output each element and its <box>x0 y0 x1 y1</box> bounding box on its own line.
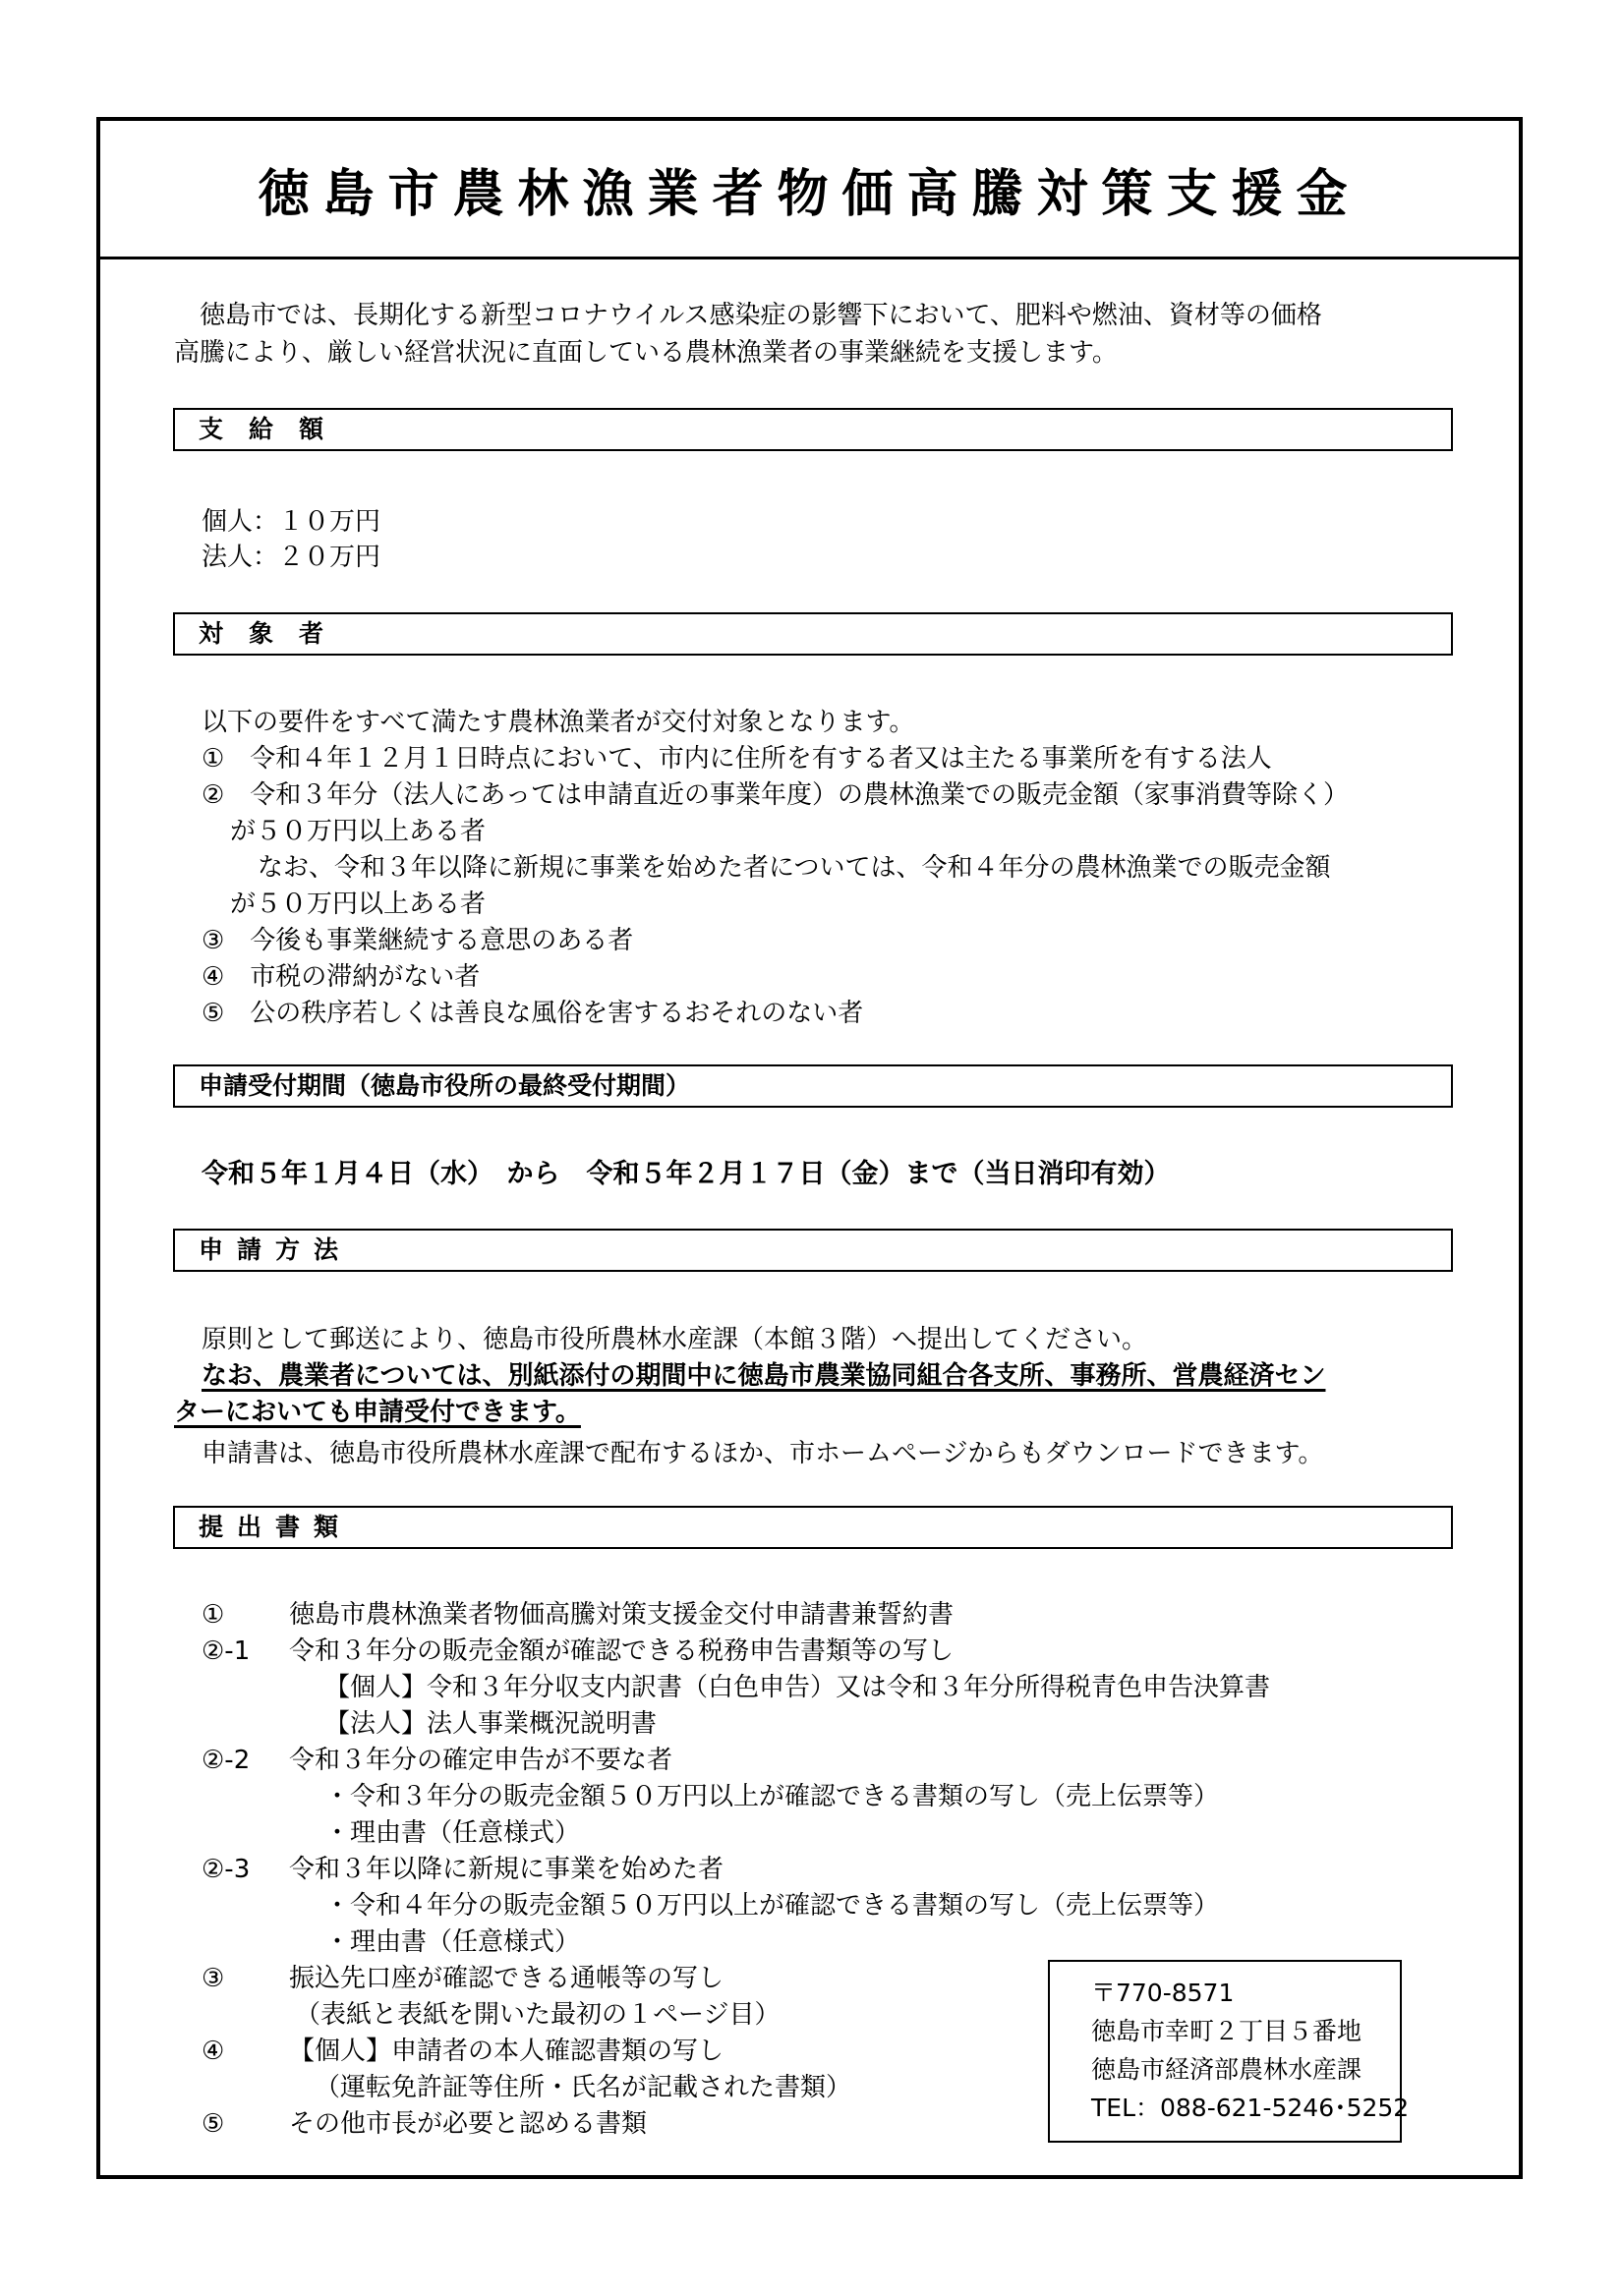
amount-individual: 個人：１０万円 <box>202 507 381 537</box>
department: 徳島市経済部農林水産課 <box>1091 2055 1362 2084</box>
period-dates: 令和５年１月４日（水） から 令和５年２月１７日（金）まで（当日消印有効） <box>202 1159 1171 1189</box>
doc-text: 【個人】令和３年分収支内訳書（白色申告）又は令和３年分所得税青色申告決算書 <box>324 1673 1271 1702</box>
amount-corporation: 法人：２０万円 <box>202 543 381 572</box>
doc-number: ⑤ <box>202 2109 225 2139</box>
method-note-underlined: ターにおいても申請受付できます。 <box>174 1398 581 1427</box>
page-title: 徳島市農林漁業者物価高騰対策支援金 <box>258 163 1361 224</box>
doc-text: ・令和３年分の販売金額５０万円以上が確認できる書類の写し（売上伝票等） <box>324 1782 1220 1811</box>
eligible-line: ③ 今後も事業継続する意思のある者 <box>202 926 634 955</box>
doc-number: ④ <box>202 2037 225 2066</box>
eligible-line: ④ 市税の滞納がない者 <box>202 962 481 992</box>
doc-text: 振込先口座が確認できる通帳等の写し <box>289 1964 724 1993</box>
doc-number: ③ <box>202 1964 225 1993</box>
section-header-eligible: 対象者 <box>173 612 1453 656</box>
doc-text: 令和３年以降に新規に事業を始めた者 <box>289 1855 724 1884</box>
contact-address-box <box>1048 1960 1410 2143</box>
eligible-line: なお、令和３年以降に新規に事業を始めた者については、令和４年分の農林漁業での販売金額 <box>258 853 1331 883</box>
eligible-line: ② 令和３年分（法人にあっては申請直近の事業年度）の農林漁業での販売金額（家事消費等除く） <box>202 780 1350 810</box>
intro-line-2: 高騰により、厳しい経営状況に直面している農林漁業者の事業継続を支援します。 <box>174 338 1118 368</box>
section-header-amount: 支給額 <box>173 408 1453 451</box>
doc-text: 【個人】申請者の本人確認書類の写し <box>289 2037 724 2066</box>
doc-number: ① <box>202 1600 225 1630</box>
doc-text: （表紙と表紙を開いた最初の１ページ目） <box>295 2000 781 2030</box>
doc-text: 【法人】法人事業概況説明書 <box>324 1709 658 1739</box>
street-address: 徳島市幸町２丁目５番地 <box>1091 2017 1362 2045</box>
doc-text: 徳島市農林漁業者物価高騰対策支援金交付申請書兼誓約書 <box>289 1600 955 1630</box>
doc-text: ・令和４年分の販売金額５０万円以上が確認できる書類の写し（売上伝票等） <box>324 1891 1220 1921</box>
title-box <box>100 121 1519 259</box>
method-line: 申請書は、徳島市役所農林水産課で配布するほか、市ホームページからもダウンロードできます。 <box>202 1439 1324 1468</box>
doc-text: （運転免許証等住所・氏名が記載された書類） <box>315 2073 852 2102</box>
eligible-line: が５０万円以上ある者 <box>230 890 487 919</box>
doc-number: ②-1 <box>202 1636 251 1666</box>
intro-line-1: 徳島市では、長期化する新型コロナウイルス感染症の影響下において、肥料や燃油、資材等の価格 <box>174 301 1322 330</box>
doc-text: その他市長が必要と認める書類 <box>289 2109 648 2139</box>
doc-text: 令和３年分の販売金額が確認できる税務申告書類等の写し <box>289 1636 955 1666</box>
method-line: 原則として郵送により、徳島市役所農林水産課（本館３階）へ提出してください。 <box>202 1325 1148 1354</box>
eligible-line: ⑤ 公の秩序若しくは善良な風俗を害するおそれのない者 <box>202 999 864 1028</box>
postal-code: 〒770-8571 <box>1091 1979 1235 2007</box>
doc-number: ②-3 <box>202 1855 251 1884</box>
section-header-method: 申請方法 <box>173 1229 1453 1272</box>
method-note-underlined: なお、農業者については、別紙添付の期間中に徳島市農業協同組合各支所、事務所、営農経済セン <box>202 1361 1326 1391</box>
section-header-documents: 提出書類 <box>173 1506 1453 1549</box>
doc-text: 令和３年分の確定申告が不要な者 <box>289 1746 673 1775</box>
eligible-line: が５０万円以上ある者 <box>230 817 487 846</box>
doc-text: ・理由書（任意様式） <box>324 1927 581 1957</box>
doc-text: ・理由書（任意様式） <box>324 1818 581 1848</box>
eligible-line: 以下の要件をすべて満たす農林漁業者が交付対象となります。 <box>202 708 915 737</box>
eligible-line: ① 令和４年１２月１日時点において、市内に住所を有する者又は主たる事業所を有する法人 <box>202 744 1272 774</box>
telephone: TEL：088-621-5246･5252 <box>1091 2094 1410 2122</box>
section-header-period: 申請受付期間（徳島市役所の最終受付期間） <box>173 1064 1453 1108</box>
doc-number: ②-2 <box>202 1746 251 1775</box>
